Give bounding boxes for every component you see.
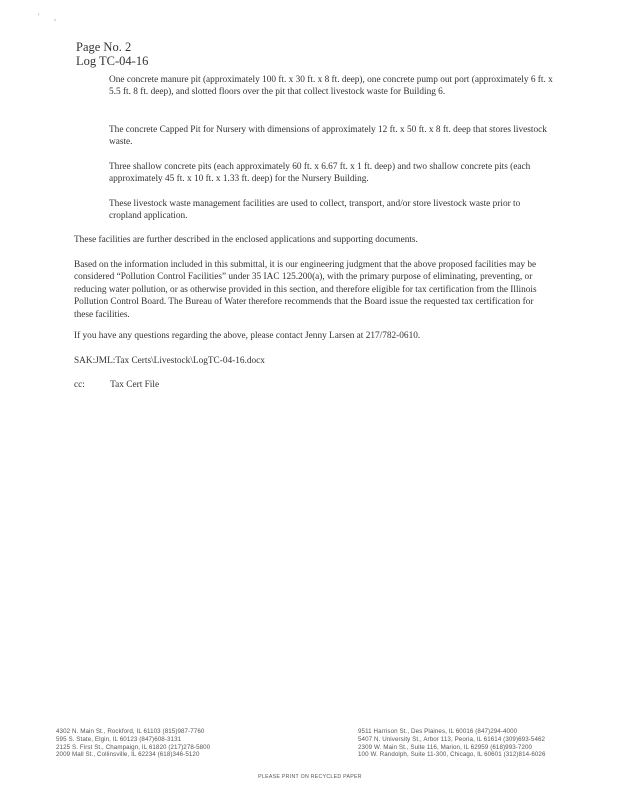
footer-address: 2009 Mall St., Collinsville, IL 62234 (618)346-5120 — [56, 751, 200, 759]
footer-address: 2309 W. Main St., Suite 116, Marion, IL 62959 (618)993-7200 — [358, 743, 533, 751]
footer-address: 9511 Harrison St., Des Plaines, IL 60016 (847)294-4000 — [358, 728, 518, 735]
footer-address: 2125 S. First St., Champaign, IL 61820 (217)278-5800 — [56, 743, 211, 751]
cc-recipient: Tax Cert File — [110, 380, 160, 390]
footer-address: 4302 N. Main St., Rockford, IL 61103 (815)987-7760 — [56, 728, 205, 735]
contact-line: If you have any questions regarding the above, please contact Jenny Larsen at 217/782-0610. — [74, 331, 421, 341]
facility-item-summary: These livestock waste management facilities are used to collect, transport, and/or store livestock waste prior to cropland application. — [109, 199, 521, 222]
cc-line — [74, 380, 159, 390]
log-number: Log TC-04-16 — [76, 54, 149, 68]
scan-mark: ' , — [38, 12, 63, 22]
page-header — [76, 40, 148, 68]
page-number: Page No. 2 — [76, 40, 132, 54]
footer-addresses-right — [358, 728, 588, 759]
facility-item-shallow-pits: Three shallow concrete pits (each approximately 60 ft. x 6.67 ft. x 1 ft. deep) and two shallow concrete pits (each approximately 45 ft. x 10 ft. x 1.33 ft. deep) for the Nursery Building. — [109, 162, 531, 185]
file-reference: SAK:JML:Tax Certs\Livestock\LogTC-04-16.docx — [74, 356, 265, 366]
facility-item-manure-pit: One concrete manure pit (approximately 100 ft. x 30 ft. x 8 ft. deep), one concrete pump out port (approximately 6 ft. x 5.5 ft. 8 ft. deep), and slotted floors over the pit that collect livestock waste for Building 6. — [109, 75, 553, 98]
recycled-paper-note: PLEASE PRINT ON RECYCLED PAPER — [258, 774, 362, 780]
footer-address: 5407 N. University St., Arbor 113, Peoria, IL 61614 (309)693-5462 — [358, 735, 546, 743]
engineering-judgment: Based on the information included in this submittal, it is our engineering judgment that the above proposed facilities may be considered “Pollution Control Facilities” under 35 IAC 125.200(a), with the primary purpose of eliminating, preventing, or reducing water pollution, or as otherwise provided in this section, and therefore eligible for tax certification from the Illinois Pollution Control Board. The Bureau of Water therefore recommends that the Board issue the requested tax certification for these facilities. — [74, 260, 537, 320]
footer-address: 100 W. Randolph, Suite 11-300, Chicago, IL 60601 (312)814-6026 — [358, 751, 546, 759]
footer-address: 595 S. State, Elgin, IL 60123 (847)608-3131 — [56, 735, 182, 743]
facilities-description: These facilities are further described in the enclosed applications and supporting documents. — [74, 235, 418, 245]
cc-label: cc: — [74, 380, 85, 390]
footer-addresses-left — [56, 728, 286, 759]
facility-item-capped-pit: The concrete Capped Pit for Nursery with dimensions of approximately 12 ft. x 50 ft. x 8 ft. deep that stores livestock waste. — [109, 125, 547, 148]
